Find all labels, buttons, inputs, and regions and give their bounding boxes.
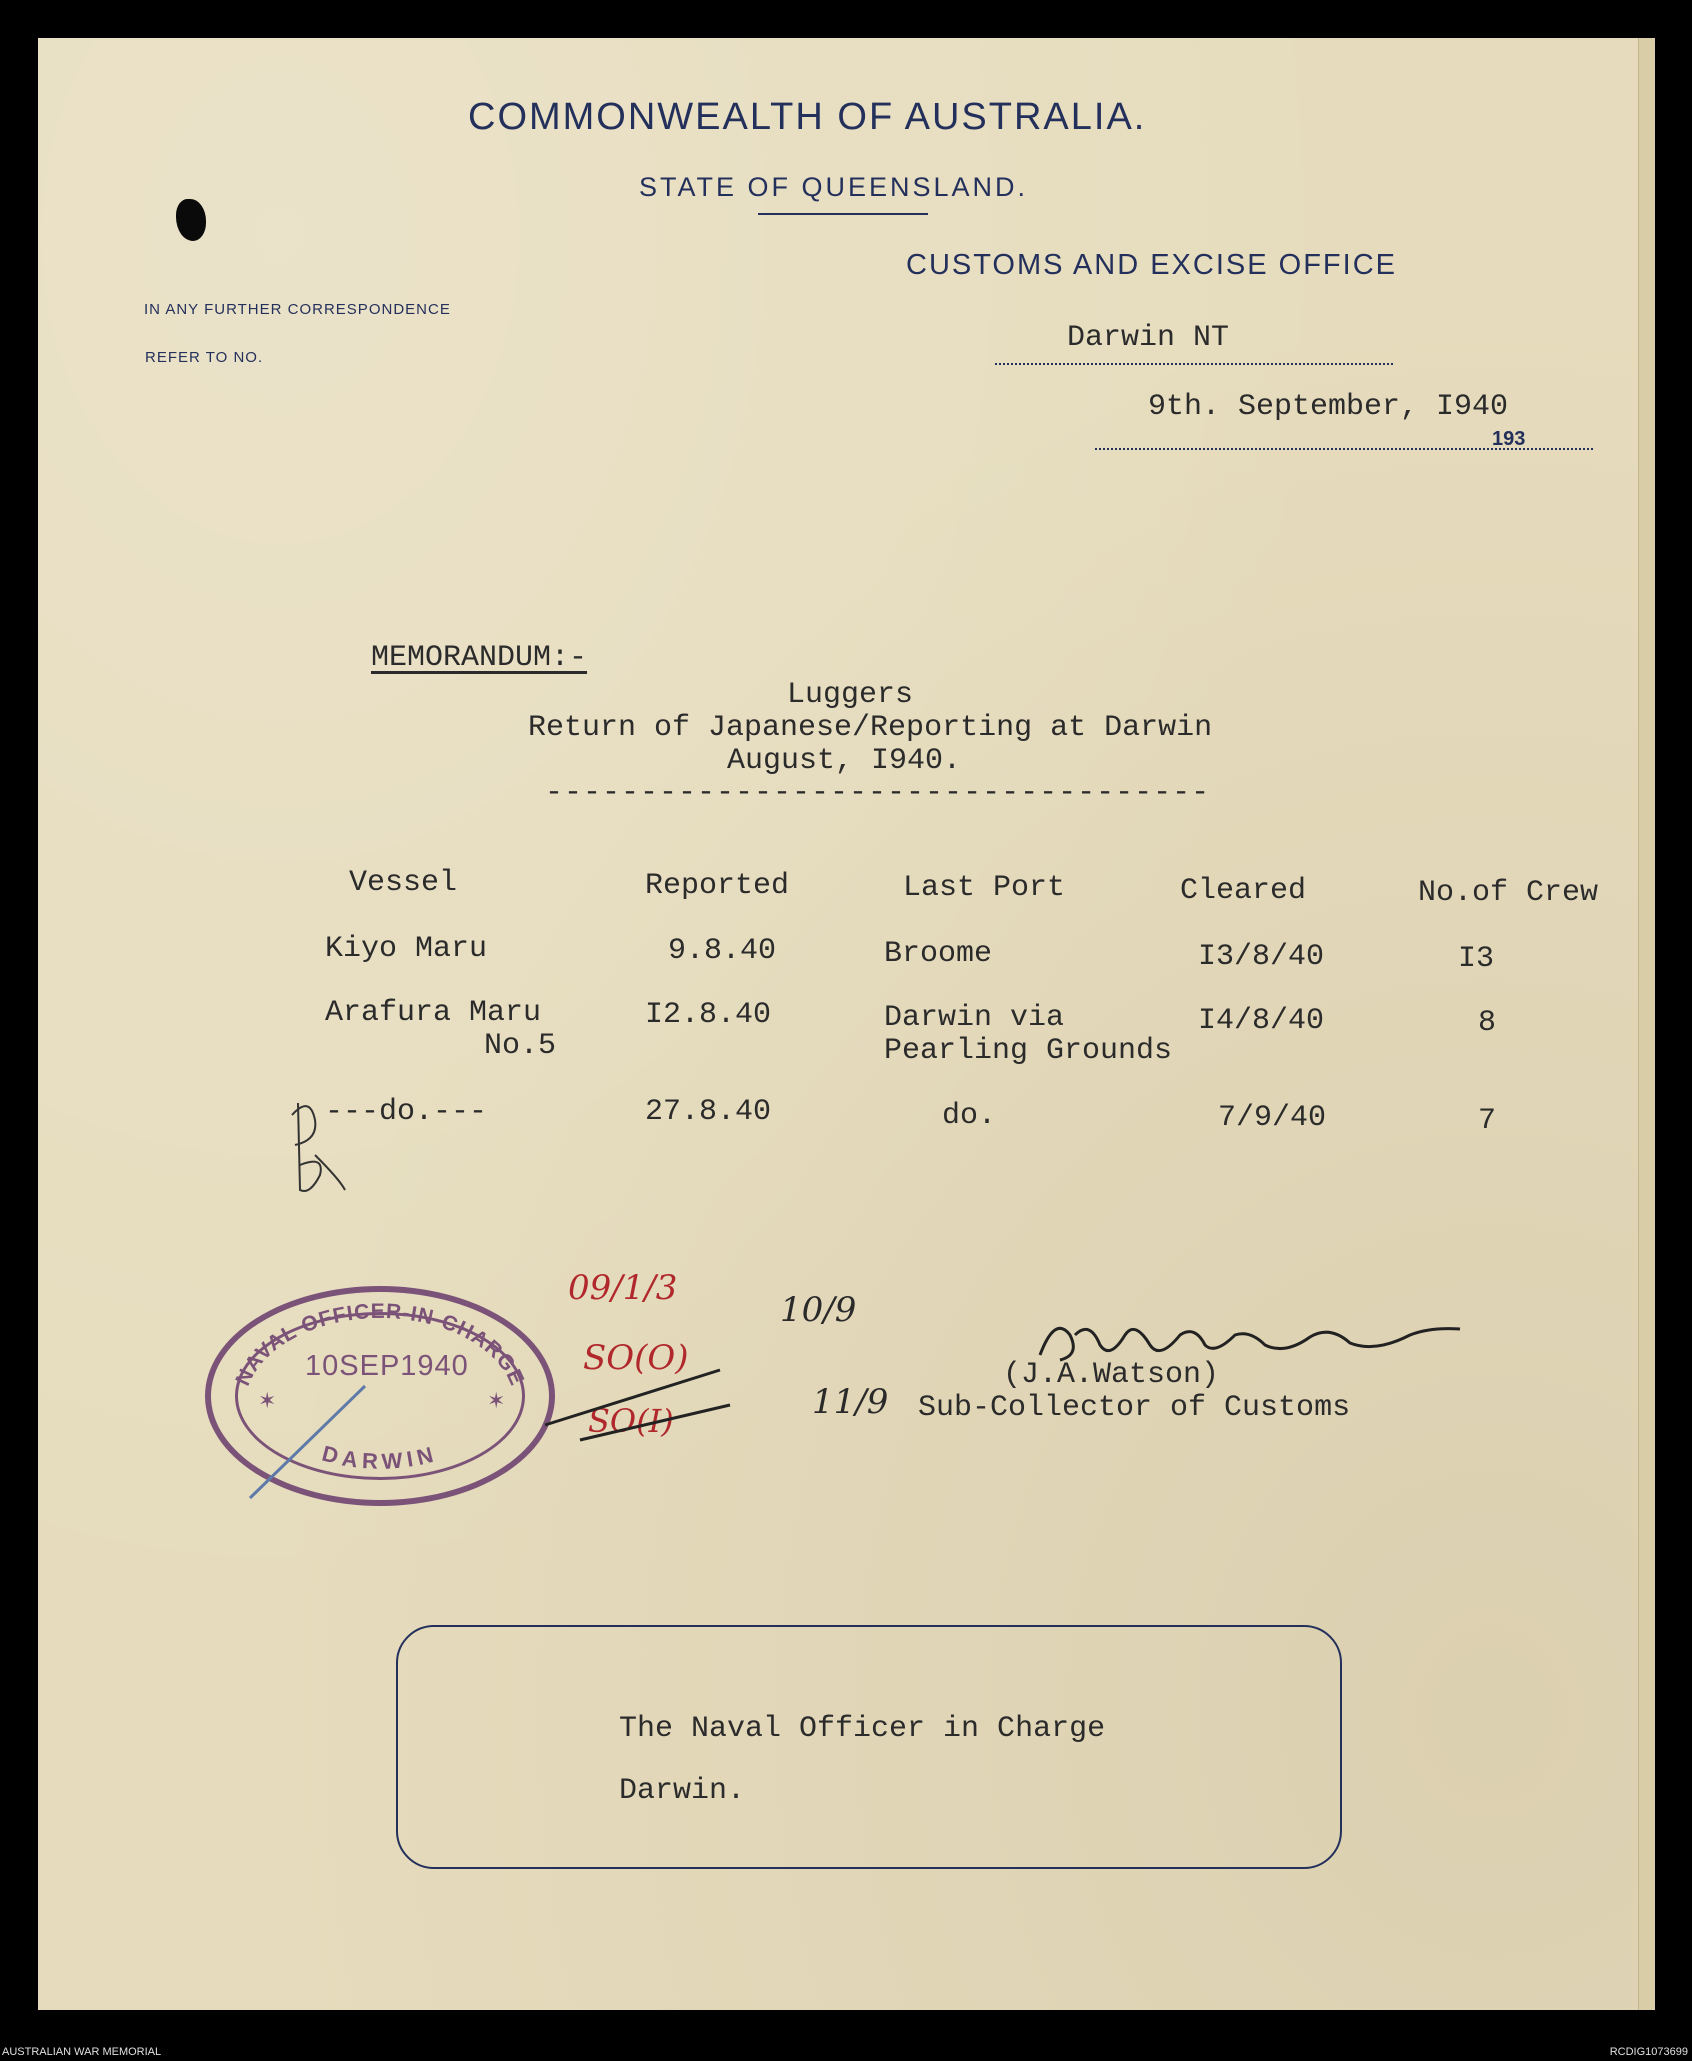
year-prefix: 193 [1492,428,1526,450]
table-row-1-crew: I3 [1458,942,1495,976]
table-row-1-vessel: Kiyo Maru [325,932,488,966]
table-row-1-reported: 9.8.40 [668,934,777,968]
place-dotted-line [995,363,1393,365]
page-edge [1638,38,1655,2010]
svg-text:✶: ✶ [487,1388,506,1413]
initials-date-11-9: 11/9 [812,1382,889,1422]
address-window [396,1625,1342,1869]
signatory-name: (J.A.Watson) [1003,1358,1220,1392]
col-header-crew: No.of Crew [1418,876,1599,910]
table-row-1-last-port: Broome [884,937,993,971]
strike-through-marks [540,1330,740,1450]
addressee-line-1: The Naval Officer in Charge [619,1712,1106,1746]
stamp-bottom-text: DARWIN [319,1440,441,1475]
table-row-3-cleared: 7/9/40 [1218,1101,1327,1135]
stamp-date: 10SEP1940 [305,1350,469,1382]
table-row-3-crew: 7 [1478,1104,1497,1138]
so-o-annotation: SO(O) [583,1338,689,1378]
pencil-initials-mark [280,1095,360,1205]
signatory-title: Sub-Collector of Customs [918,1391,1351,1425]
col-header-reported: Reported [645,869,790,903]
stamp-top-text: NAVAL OFFICER-IN-CHARGE [231,1299,529,1390]
file-number-annotation: 09/1/3 [568,1268,678,1308]
so-i-annotation: SO(I) [588,1402,674,1440]
col-header-last-port: Last Port [903,871,1066,905]
memo-heading: MEMORANDUM:- [371,641,588,675]
stamp-curved-text [205,1286,555,1506]
reference-instruction: IN ANY FURTHER CORRESPONDENCE [144,301,451,318]
letterhead-office: CUSTOMS AND EXCISE OFFICE [906,249,1397,281]
addressee-line-2: Darwin. [619,1774,746,1808]
footer-record-id: RCDIG1073699 [1609,2046,1688,2058]
svg-text:✶: ✶ [258,1388,277,1413]
memo-subject-luggers: Luggers [787,678,914,712]
table-row-2-last-port-detail: Pearling Grounds [884,1034,1173,1068]
table-row-2-vessel: Arafura Maru [325,996,542,1030]
table-row-3-vessel: ---do.--- [325,1095,488,1129]
reference-number-label: REFER TO NO. [145,349,264,366]
table-row-3-last-port: do. [942,1099,997,1133]
table-row-3-reported: 27.8.40 [645,1095,772,1129]
place-field: Darwin NT [1067,321,1230,355]
col-header-cleared: Cleared [1180,874,1307,908]
date-field: 9th. September, I940 [1148,390,1509,424]
table-row-2-cleared: I4/8/40 [1198,1004,1325,1038]
memo-subject-month: August, I940. [727,744,962,778]
letterhead-state: STATE OF QUEENSLAND. [639,172,1029,202]
svg-text:DARWIN [319,1441,440,1474]
table-row-2-reported: I2.8.40 [645,998,772,1032]
letterhead-title: COMMONWEALTH OF AUSTRALIA. [468,96,1147,138]
table-row-2-crew: 8 [1478,1006,1497,1040]
table-row-1-cleared: I3/8/40 [1198,940,1325,974]
footer-source: AUSTRALIAN WAR MEMORIAL [2,2046,162,2058]
col-header-vessel: Vessel [349,866,458,900]
initials-date-10-9: 10/9 [780,1290,857,1330]
table-row-2-last-port: Darwin via [884,1001,1065,1035]
table-row-2-vessel-number: No.5 [484,1029,557,1063]
memo-rule: ----------------------------------- [545,776,1211,810]
memo-subject-return: Return of Japanese/Reporting at Darwin [528,711,1213,745]
letterhead-rule [758,213,928,215]
